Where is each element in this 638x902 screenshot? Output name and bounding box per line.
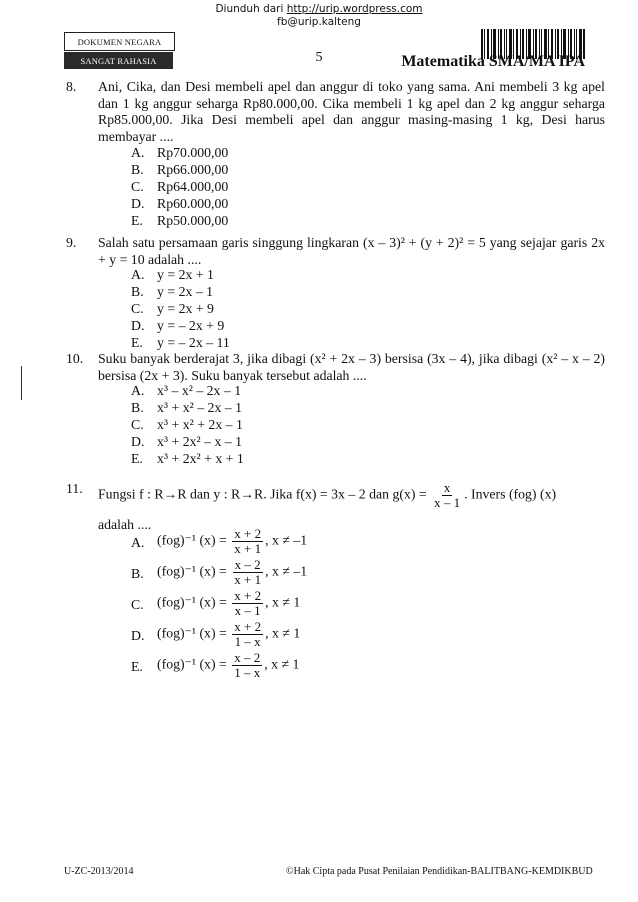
fraction-denominator: 1 – x	[234, 665, 261, 680]
option-condition: , x ≠ 1	[265, 594, 301, 610]
option-condition: , x ≠ –1	[265, 563, 308, 579]
option-fraction	[232, 620, 263, 649]
option-condition: , x ≠ 1	[265, 625, 301, 641]
option-text: x³ – x² – 2x – 1	[157, 383, 242, 398]
option-text: Rp50.000,00	[157, 213, 229, 228]
question-stem: Suku banyak berderajat 3, jika dibagi (x² + 2x – 3) bersisa (3x – 4), jika dibagi (x² – x – 2) bersisa (2x + 3). Suku banyak tersebut adalah ....	[98, 351, 605, 383]
g-fraction	[432, 481, 462, 510]
question-number: 8.	[66, 79, 77, 94]
option-letter: A.	[131, 267, 145, 282]
option-prefix: (fog)⁻¹ (x) =	[157, 656, 227, 672]
option-expression	[157, 589, 300, 618]
source-contact: fb@urip.kalteng	[277, 16, 361, 28]
subject-title: Matematika SMA/MA IPA	[401, 53, 585, 70]
option-expression	[157, 651, 299, 680]
option-letter: C.	[131, 301, 144, 316]
secret-label: SANGAT RAHASIA	[64, 52, 173, 69]
option-fraction	[232, 589, 263, 618]
option-fraction	[232, 527, 263, 556]
option-letter: E.	[131, 335, 143, 350]
option-letter: E.	[131, 213, 143, 228]
option-text: y = – 2x + 9	[157, 318, 225, 333]
footer-copyright: ©Hak Cipta pada Pusat Penilaian Pendidikan-BALITBANG-KEMDIKBUD	[286, 866, 593, 877]
option-condition: , x ≠ 1	[264, 656, 300, 672]
option-text: x³ + 2x² + x + 1	[157, 451, 244, 466]
fraction-denominator: x + 1	[234, 541, 262, 556]
question-number: 11.	[66, 481, 83, 496]
question-number: 9.	[66, 235, 77, 250]
option-letter: A.	[131, 145, 145, 160]
option-prefix: (fog)⁻¹ (x) =	[157, 625, 227, 641]
option-letter: C.	[131, 417, 144, 432]
option-text: y = – 2x – 11	[157, 335, 230, 350]
document-label: DOKUMEN NEGARA	[64, 32, 175, 51]
question-stem: Salah satu persamaan garis singgung lingkaran (x – 3)² + (y + 2)² = 5 yang sejajar garis 2x + y = 10 adalah ....	[98, 235, 605, 267]
option-expression	[157, 527, 307, 556]
option-letter: E.	[131, 451, 143, 466]
margin-mark	[21, 366, 22, 400]
option-letter: B.	[131, 566, 144, 581]
option-letter: C.	[131, 179, 144, 194]
option-letter: E.	[131, 659, 143, 674]
option-letter: B.	[131, 400, 144, 415]
option-letter: D.	[131, 196, 145, 211]
option-text: y = 2x – 1	[157, 284, 214, 299]
option-text: Rp60.000,00	[157, 196, 229, 211]
option-letter: C.	[131, 597, 144, 612]
question-stem: Ani, Cika, dan Desi membeli apel dan anggur di toko yang sama. Ani membeli 3 kg apel dan 1 kg anggur seharga Rp80.000,00. Cika membeli 1 kg apel dan 2 kg anggur seharga Rp85.000,00. Jika Desi membeli apel dan anggur masing-masing 1 kg, Desi harus membayar ....	[98, 79, 605, 144]
fraction-denominator: x – 1	[234, 603, 261, 618]
fraction-numerator: x + 2	[234, 588, 262, 603]
option-text: y = 2x + 9	[157, 301, 214, 316]
stem-part: . Invers (fog) (x)	[464, 486, 557, 502]
option-fraction	[232, 558, 263, 587]
option-text: Rp70.000,00	[157, 145, 229, 160]
option-condition: , x ≠ –1	[265, 532, 308, 548]
fraction-numerator: x + 2	[234, 619, 262, 634]
fraction-denominator: x – 1	[434, 495, 461, 510]
option-letter: A.	[131, 383, 145, 398]
option-letter: B.	[131, 284, 144, 299]
option-letter: D.	[131, 628, 145, 643]
source-url-link[interactable]: http://urip.wordpress.com	[286, 3, 423, 15]
fraction-denominator: 1 – x	[234, 634, 261, 649]
fraction-numerator: x – 2	[234, 650, 261, 665]
option-text: Rp66.000,00	[157, 162, 229, 177]
option-text: x³ + 2x² – x – 1	[157, 434, 243, 449]
option-prefix: (fog)⁻¹ (x) =	[157, 563, 227, 579]
fraction-denominator: x + 1	[234, 572, 262, 587]
option-letter: A.	[131, 535, 145, 550]
page-number: 5	[315, 50, 323, 65]
source-prefix: Diunduh dari	[215, 3, 287, 15]
question-stem	[98, 481, 605, 510]
fraction-numerator: x	[443, 480, 451, 495]
question-number: 10.	[66, 351, 84, 366]
option-letter: B.	[131, 162, 144, 177]
option-expression	[157, 620, 300, 649]
footer-code: U-ZC-2013/2014	[64, 866, 134, 877]
option-text: x³ + x² – 2x – 1	[157, 400, 243, 415]
option-letter: D.	[131, 434, 145, 449]
option-expression	[157, 558, 307, 587]
source-line	[0, 3, 638, 15]
option-fraction	[232, 651, 262, 680]
stem-part: Fungsi f : R→R dan y : R→R. Jika f(x) = 3x – 2 dan g(x) =	[98, 486, 427, 502]
option-prefix: (fog)⁻¹ (x) =	[157, 532, 227, 548]
question-11-continuation: adalah ....	[98, 517, 152, 532]
option-letter: D.	[131, 318, 145, 333]
option-text: Rp64.000,00	[157, 179, 229, 194]
fraction-numerator: x – 2	[234, 557, 261, 572]
option-text: y = 2x + 1	[157, 267, 214, 282]
option-prefix: (fog)⁻¹ (x) =	[157, 594, 227, 610]
fraction-numerator: x + 2	[234, 526, 262, 541]
option-text: x³ + x² + 2x – 1	[157, 417, 243, 432]
